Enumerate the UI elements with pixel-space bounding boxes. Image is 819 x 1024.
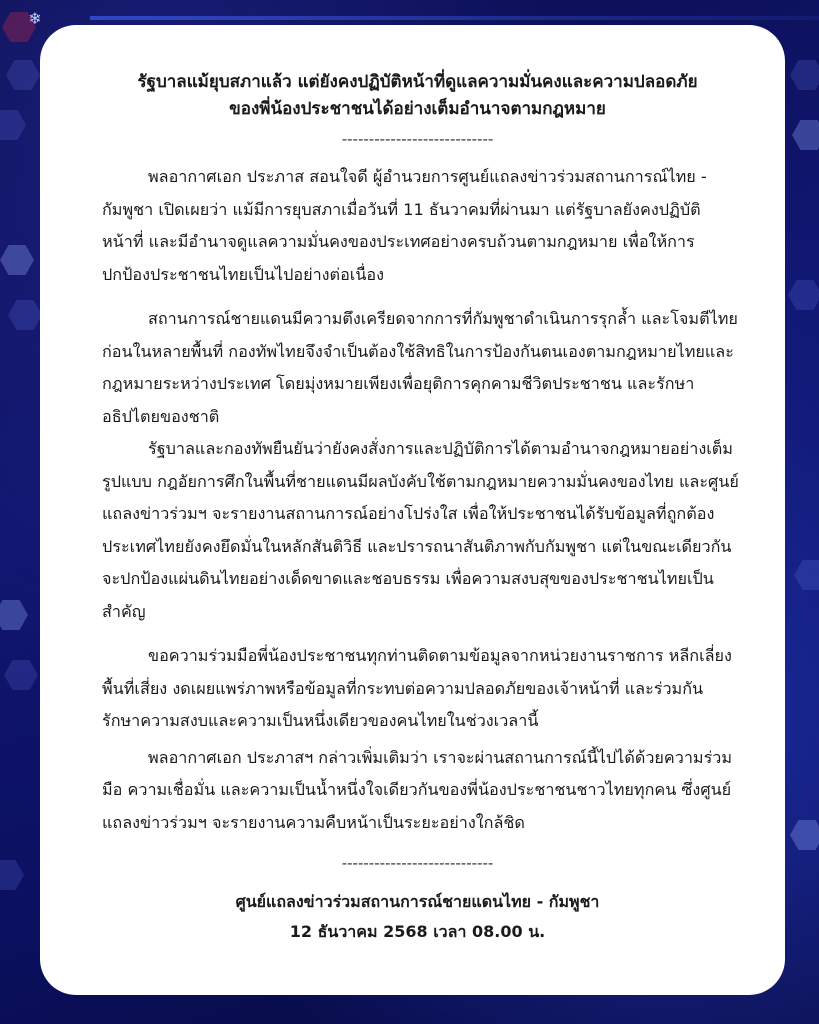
hexagon-decoration	[8, 300, 42, 330]
hexagon-decoration	[0, 600, 28, 630]
hexagon-decoration	[4, 660, 38, 690]
signature-organization: ศูนย์แถลงข่าวร่วมสถานการณ์ชายแดนไทย - กัมพูชา	[235, 892, 600, 911]
hexagon-decoration	[0, 860, 24, 890]
top-accent-line	[90, 16, 819, 20]
signature-date: 12 ธันวาคม 2568 เวลา 08.00 น.	[289, 922, 546, 941]
paragraph-4: ขอความร่วมมือพี่น้องประชาชนทุกท่านติดตามข้อมูลจากหน่วยงานราชการ หลีกเลี่ยงพื้นที่เสี่ยง งดเผยแพร่ภาพหรือข้อมูลที่กระทบต่อความปลอดภัยของเจ้าหน้าที่ และร่วมกันรักษาความสงบและความเป็นหนึ่งเดียวของคนไทยในช่วงเวลานี้	[102, 646, 732, 730]
paragraph-2: สถานการณ์ชายแดนมีความตึงเครียดจากการที่กัมพูชาดำเนินการรุกล้ำ และโจมตีไทยก่อนในหลายพื้นที่ กองทัพไทยจึงจำเป็นต้องใช้สิทธิในการป้องกันตนเองตามกฎหมายไทยและกฎหมายระหว่างประเทศ โดยมุ่งหมายเพียงเพื่อยุติการคุกคามชีวิตประชาชน และรักษาอธิปไตยของชาติ	[102, 309, 738, 426]
hexagon-decoration	[794, 560, 819, 590]
hexagon-decoration	[6, 60, 40, 90]
announcement-card	[40, 25, 785, 995]
headline-line-2: ของพี่น้องประชาชนได้อย่างเต็มอำนาจตามกฎหมาย	[229, 99, 606, 119]
hexagon-decoration	[0, 110, 26, 140]
paragraph-5: พลอากาศเอก ประภาสฯ กล่าวเพิ่มเติมว่า เราจะผ่านสถานการณ์นี้ไปได้ด้วยความร่วมมือ ความเชื่อมั่น และความเป็นน้ำหนึ่งใจเดียวกันของพี่น้องประชาชนชาวไทยทุกคน ซึ่งศูนย์แถลงข่าวร่วมฯ จะรายงานความคืบหน้าเป็นระยะอย่างใกล้ชิด	[102, 747, 733, 832]
separator-top: ----------------------------	[341, 130, 494, 148]
hexagon-decoration	[788, 280, 819, 310]
separator-bottom: ----------------------------	[341, 854, 494, 872]
headline-line-1: รัฐบาลแม้ยุบสภาแล้ว แต่ยังคงปฏิบัติหน้าที่ดูแลความมั่นคงและความปลอดภัย	[137, 72, 698, 92]
hexagon-decoration	[790, 820, 819, 850]
hexagon-decoration	[792, 120, 819, 150]
paragraph-3: รัฐบาลและกองทัพยืนยันว่ายังคงสั่งการและปฏิบัติการได้ตามอำนาจกฎหมายอย่างเต็มรูปแบบ กฎอัยการศึกในพื้นที่ชายแดนมีผลบังคับใช้ตามกฎหมายความมั่นคงของไทย และศูนย์แถลงข่าวร่วมฯ จะรายงานสถานการณ์อย่างโปร่งใส เพื่อให้ประชาชนได้รับข้อมูลที่ถูกต้อง ประเทศไทยยังคงยึดมั่นในหลักสันติวิธี และปรารถนาสันติภาพกับกัมพูชา แต่ในขณะเดียวกันจะปกป้องแผ่นดินไทยอย่างเด็ดขาดและชอบธรรม เพื่อความสงบสุขของประชาชนไทยเป็นสำคัญ	[102, 439, 739, 621]
snowflake-logo-icon: ❄	[28, 9, 42, 28]
paragraph-1: พลอากาศเอก ประภาส สอนใจดี ผู้อำนวยการศูนย์แถลงข่าวร่วมสถานการณ์ไทย - กัมพูชา เปิดเผยว่า แม้มีการยุบสภาเมื่อวันที่ 11 ธันวาคมที่ผ่านมา แต่รัฐบาลยังคงปฏิบัติหน้าที่ และมีอำนาจดูแลความมั่นคงของประเทศอย่างครบถ้วนตามกฎหมาย เพื่อให้การปกป้องประชาชนไทยเป็นไปอย่างต่อเนื่อง	[102, 167, 707, 284]
hexagon-decoration	[790, 60, 819, 90]
hexagon-decoration	[0, 245, 34, 275]
